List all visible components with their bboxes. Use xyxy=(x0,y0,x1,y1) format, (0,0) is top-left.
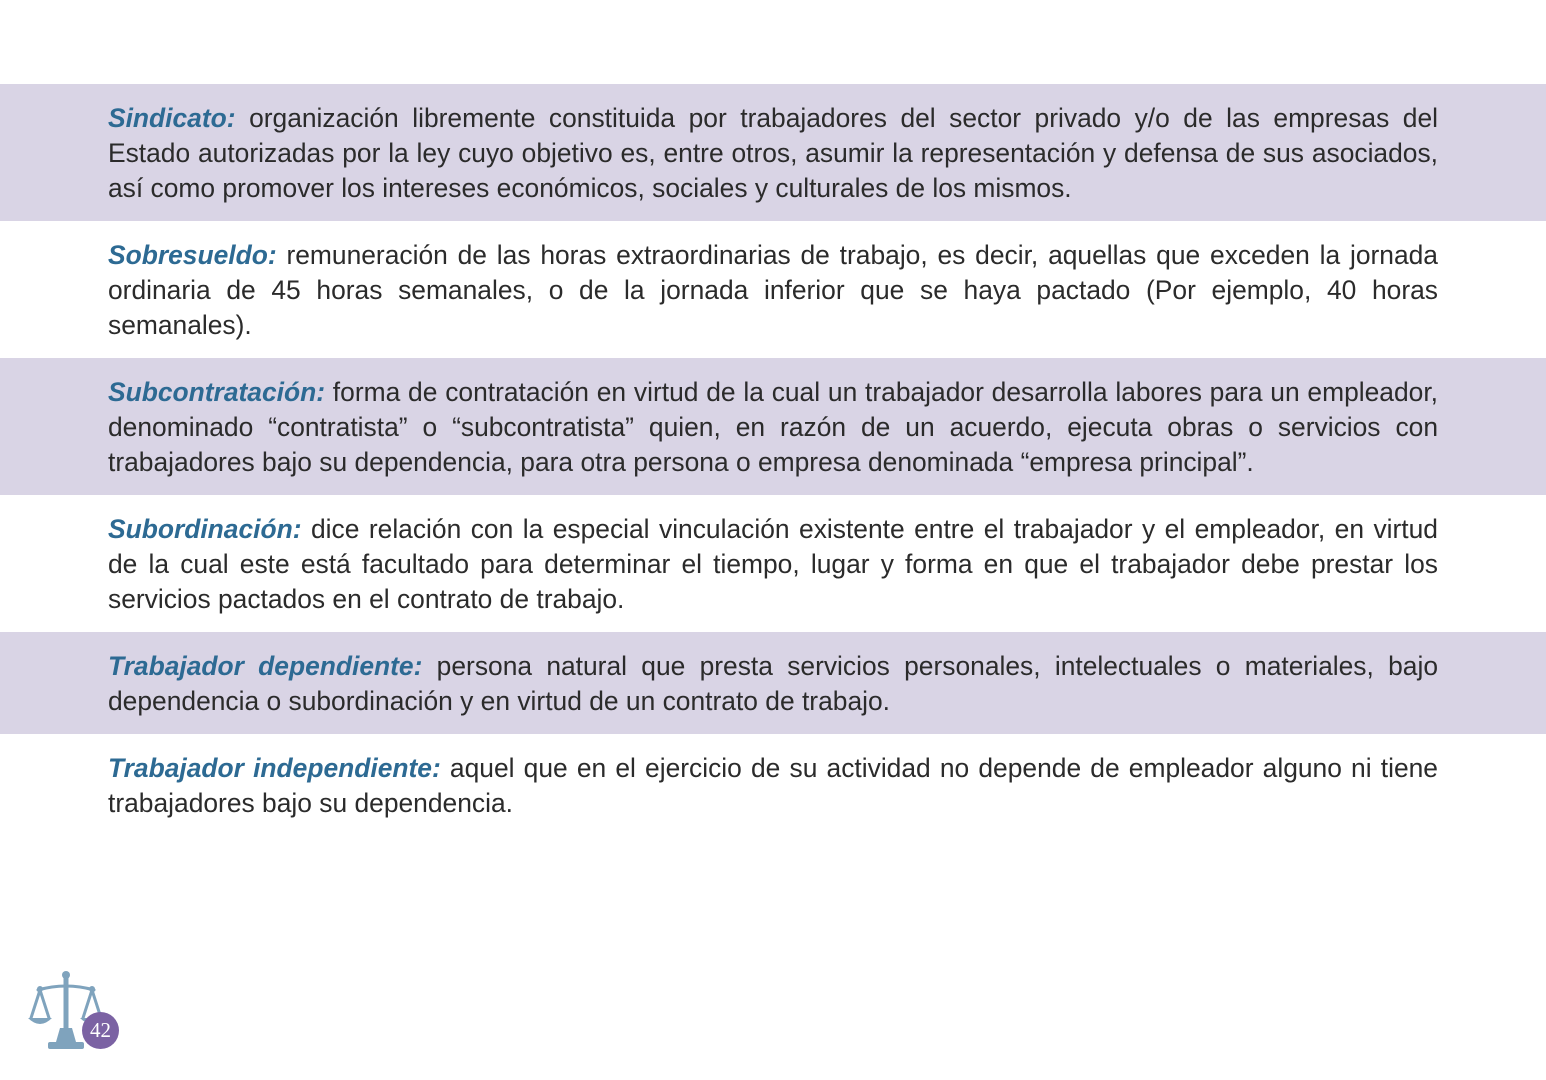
glossary-term: Sindicato: xyxy=(108,103,236,133)
glossary-entry-trabajador-independiente xyxy=(0,734,1546,836)
glossary-definition: organización libremente constituida por trabajadores del sector privado y/o de las empresas del Estado autorizadas por la ley cuyo objetivo es, entre otros, asumir la representación y defensa de sus asociados, así como promover los intereses económicos, sociales y culturales de los mismos. xyxy=(108,103,1438,203)
glossary-term: Trabajador independiente: xyxy=(108,753,441,783)
glossary-term: Subcontratación: xyxy=(108,377,326,407)
glossary-entry-subcontratacion xyxy=(0,358,1546,495)
glossary-definition: dice relación con la especial vinculación existente entre el trabajador y el empleador, en virtud de la cual este está facultado para determinar el tiempo, lugar y forma en que el trabajador debe prestar los servicios pactados en el contrato de trabajo. xyxy=(108,514,1438,614)
glossary-list xyxy=(0,84,1546,836)
page-number: 42 xyxy=(82,1012,119,1049)
glossary-entry-sobresueldo xyxy=(0,221,1546,358)
glossary-definition: aquel que en el ejercicio de su actividad no depende de empleador alguno ni tiene trabajadores bajo su dependencia. xyxy=(108,753,1438,818)
glossary-definition: remuneración de las horas extraordinarias de trabajo, es decir, aquellas que exceden la jornada ordinaria de 45 horas semanales, o de la jornada inferior que se haya pactado (Por ejemplo, 40 horas semanales). xyxy=(108,240,1438,340)
glossary-entry-subordinacion xyxy=(0,495,1546,632)
glossary-term: Sobresueldo: xyxy=(108,240,277,270)
glossary-term: Subordinación: xyxy=(108,514,302,544)
glossary-entry-sindicato xyxy=(0,84,1546,221)
glossary-entry-trabajador-dependiente xyxy=(0,632,1546,734)
glossary-term: Trabajador dependiente: xyxy=(108,651,423,681)
glossary-definition: persona natural que presta servicios personales, intelectuales o materiales, bajo dependencia o subordinación y en virtud de un contrato de trabajo. xyxy=(108,651,1438,716)
glossary-definition: forma de contratación en virtud de la cual un trabajador desarrolla labores para un empleador, denominado “contratista” o “subcontratista” quien, en razón de un acuerdo, ejecuta obras o servicios con trabajadores bajo su dependencia, para otra persona o empresa denominada “empresa principal”. xyxy=(108,377,1438,477)
